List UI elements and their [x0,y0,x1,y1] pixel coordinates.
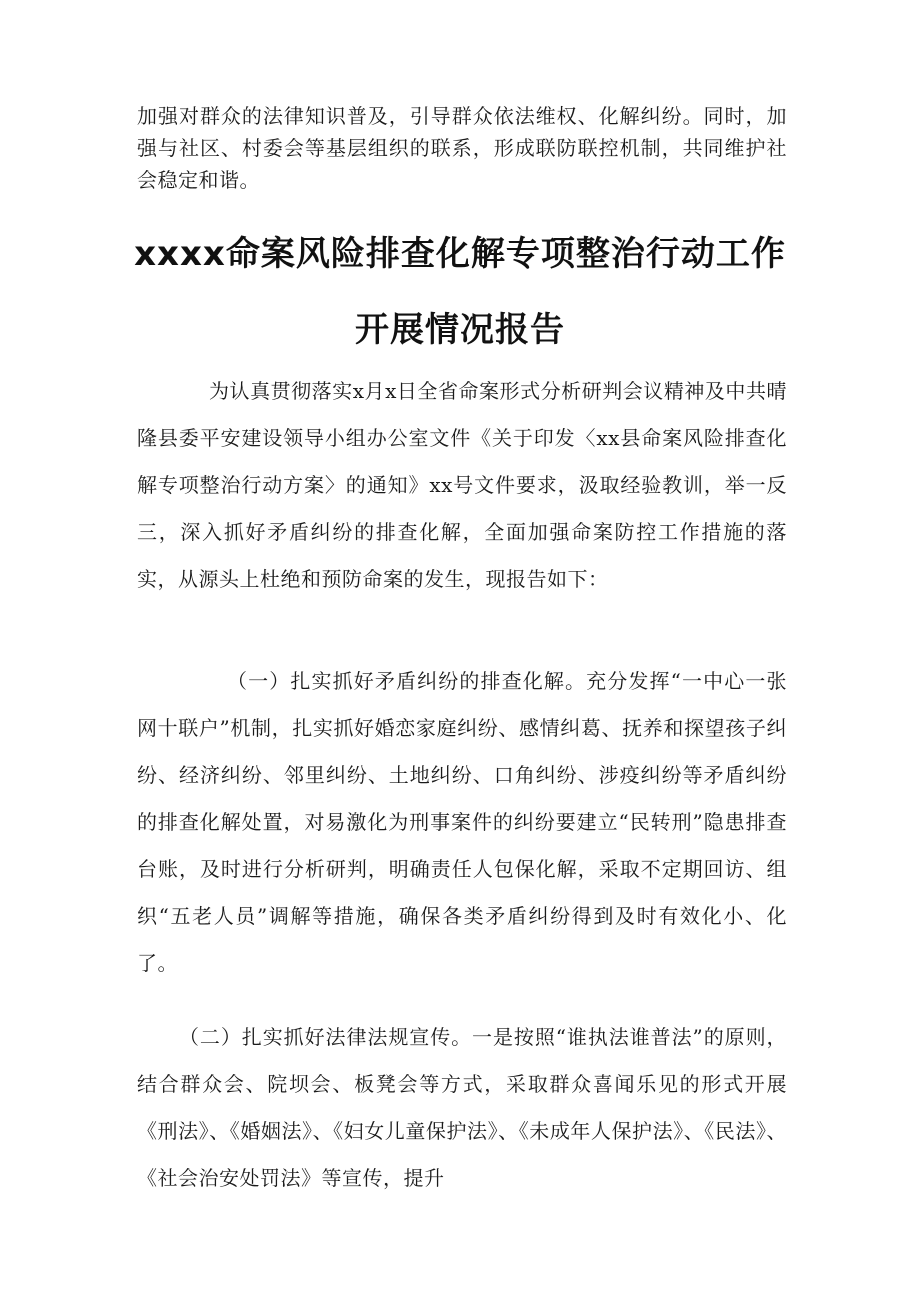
intro-paragraph: 加强对群众的法律知识普及，引导群众依法维权、化解纠纷。同时，加强与社区、村委会等基层组织的联系，形成联防联控机制，共同维护社会稳定和谐。 [137,104,787,192]
opening-paragraph: 为认真贯彻落实x月x日全省命案形式分析研判会议精神及中共晴隆县委平安建设领导小组办公室文件《关于印发〈xx县命案风险排查化解专项整治行动方案〉的通知》xx号文件要求，汲取经验教训，举一反三，深入抓好矛盾纠纷的排查化解，全面加强命案防控工作措施的落实，从源头上杜绝和预防命案的发生，现报告如下： [137,379,787,591]
report-title-line1: xxxx命案风险排查化解专项整治行动工作 [134,234,786,274]
report-title-line2: 开展情况报告 [355,310,565,350]
section2-paragraph: （二）扎实抓好法律法规宣传。一是按照“谁执法谁普法”的原则，结合群众会、院坝会、板凳会等方式，采取群众喜闻乐见的形式开展《刑法》、《婚姻法》、《妇女儿童保护法》、《未成年人保护法》、《民法》、《社会治安处罚法》等宣传，提升 [137,1025,787,1190]
section1-paragraph: （一）扎实抓好矛盾纠纷的排查化解。充分发挥“一中心一张网十联户”机制，扎实抓好婚恋家庭纠纷、感情纠葛、抚养和探望孩子纠纷、经济纠纷、邻里纠纷、土地纠纷、口角纠纷、涉疫纠纷等矛盾纠纷的排查化解处置，对易激化为刑事案件的纠纷要建立“民转刑”隐患排查台账，及时进行分析研判，明确责任人包保化解，采取不定期回访、组织“五老人员”调解等措施，确保各类矛盾纠纷得到及时有效化小、化了。 [137,669,787,975]
